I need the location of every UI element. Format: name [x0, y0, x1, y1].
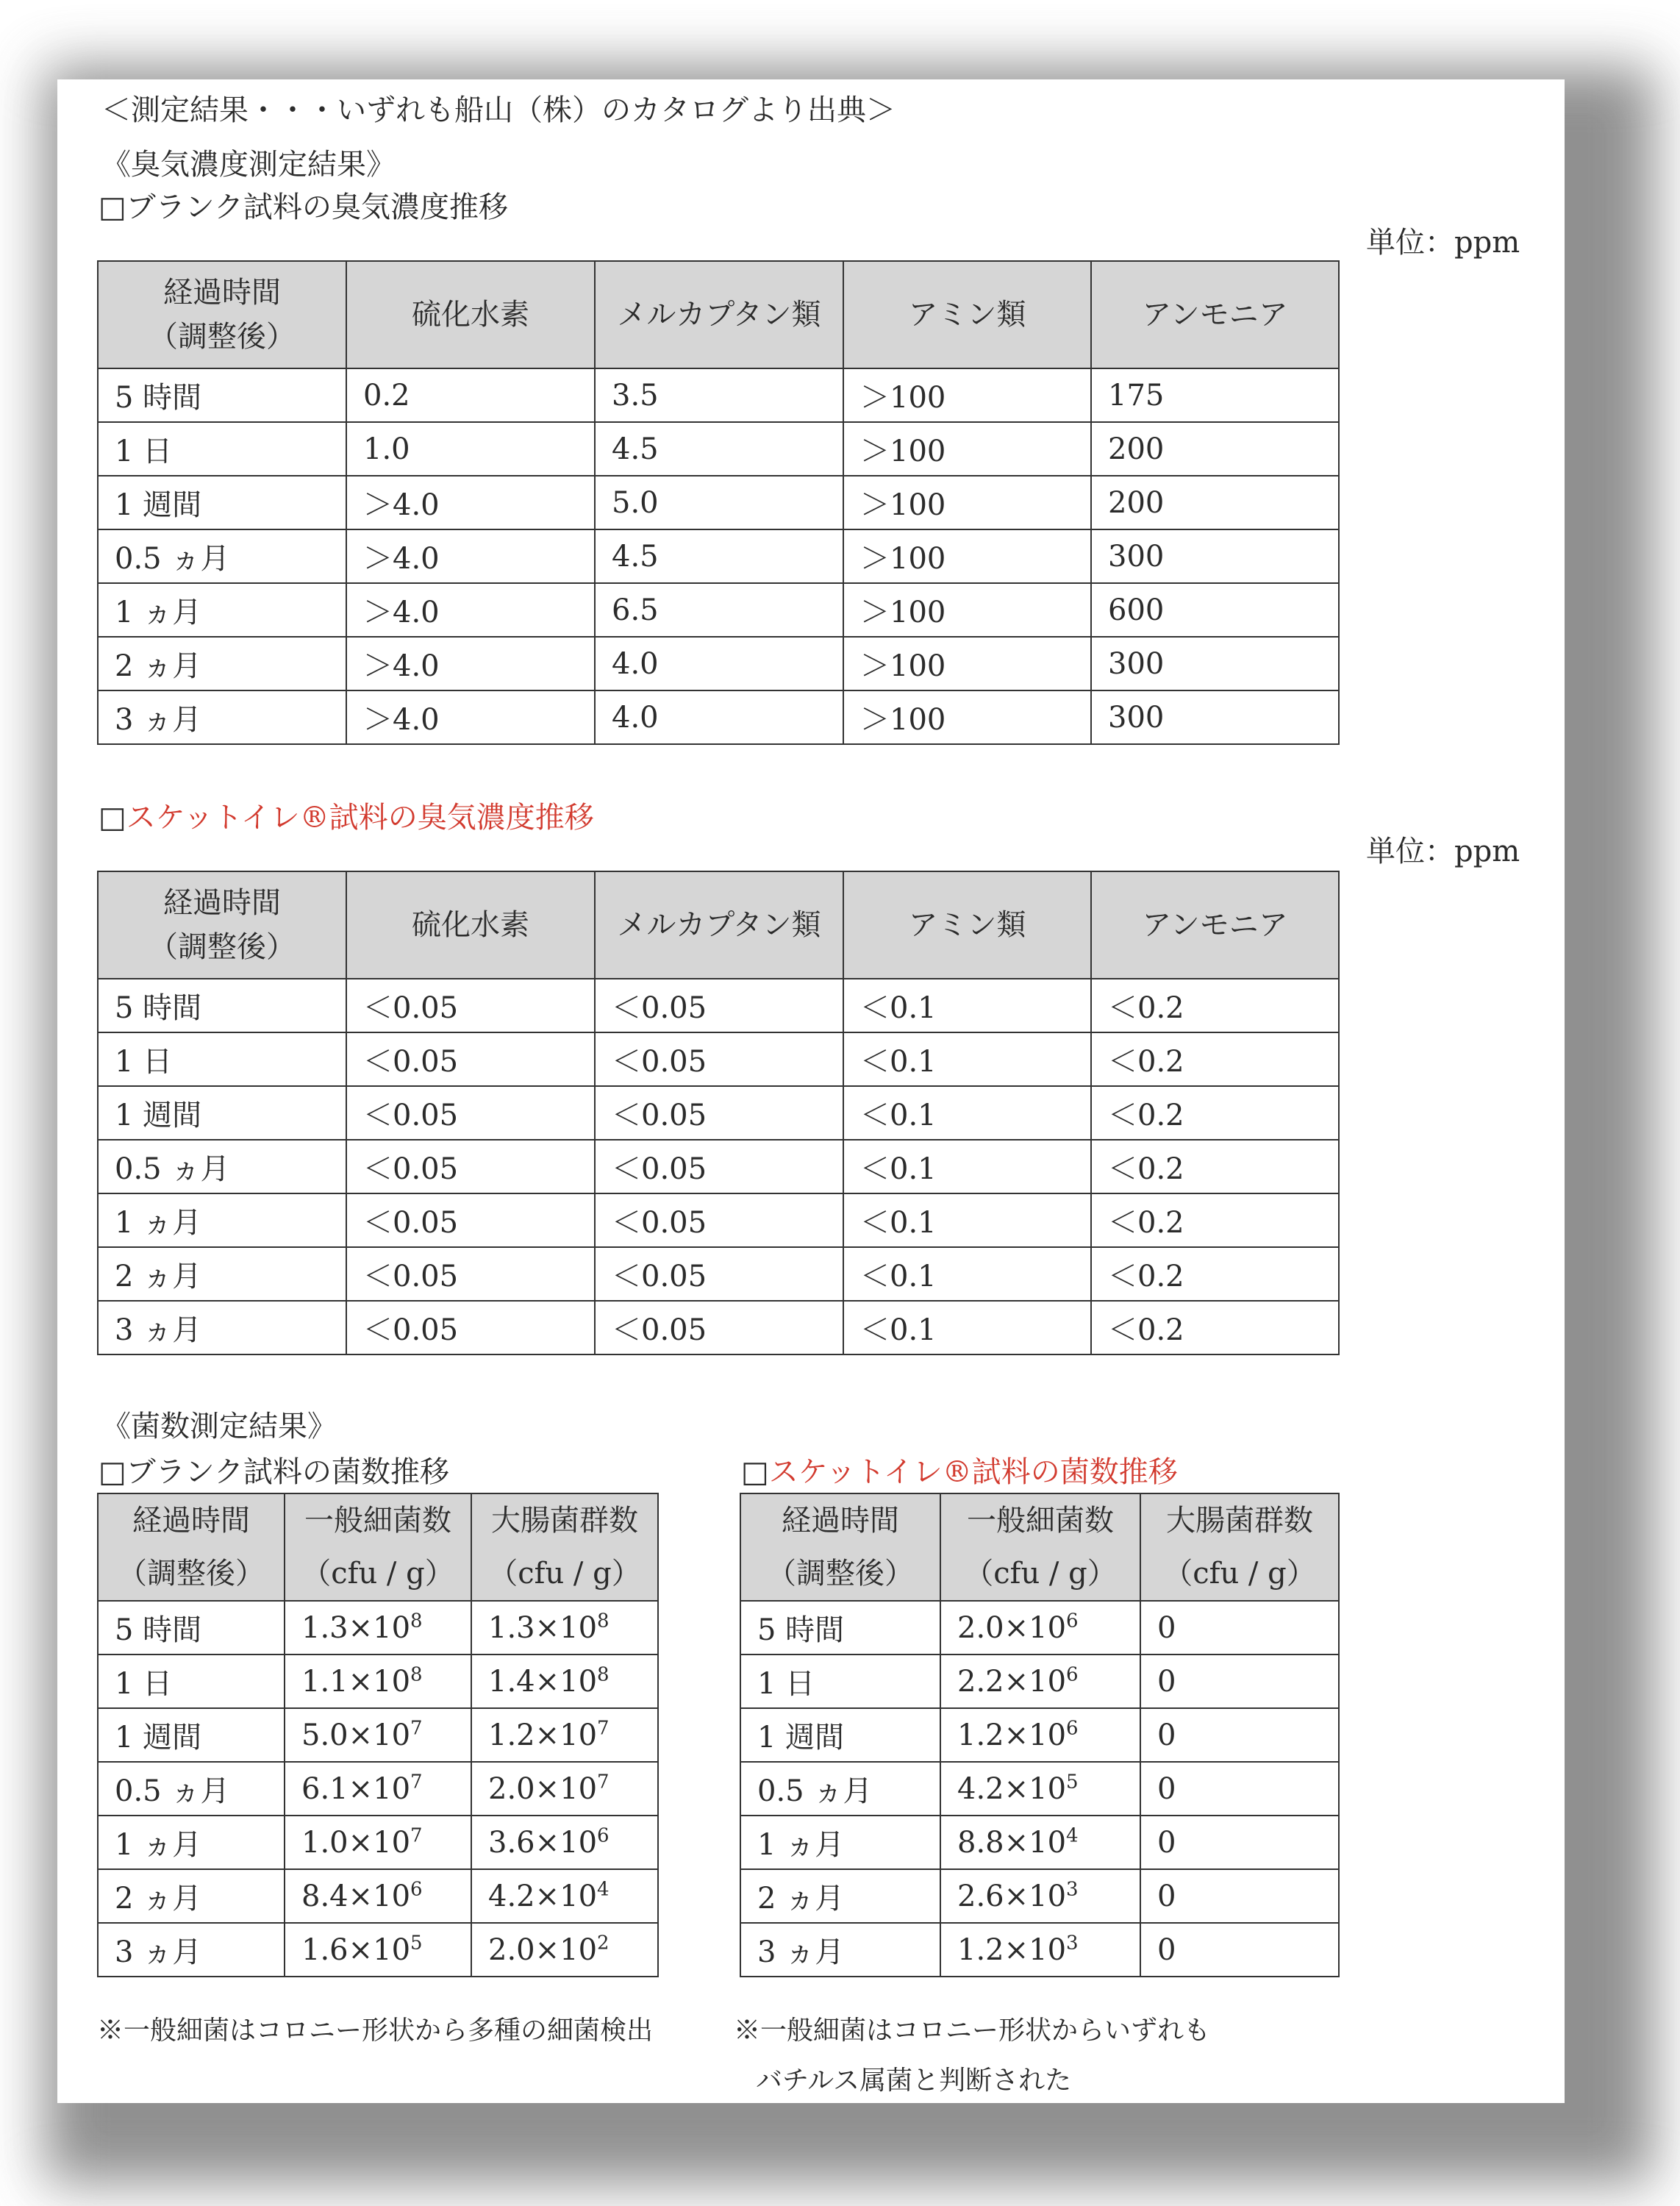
odor-sample-title: □スケットイレ®試料の臭気濃度推移 — [99, 801, 594, 835]
table-row — [740, 1762, 1339, 1816]
table-cell: $2.6\times 10^3$ — [940, 1869, 1140, 1923]
table-cell: ＜0.2 — [1091, 979, 1339, 1032]
table-cell: ＞100 — [843, 583, 1091, 637]
document-page — [57, 79, 1565, 2103]
table-cell: 3 ヵ月 — [98, 690, 346, 744]
table-cell: $1.4\times 10^8$ — [471, 1654, 658, 1708]
table-cell: ＜0.1 — [843, 979, 1091, 1032]
table-cell: $6.1\times 10^7$ — [285, 1762, 471, 1816]
table-cell: $1.3\times 10^8$ — [471, 1601, 658, 1654]
table-cell: 175 — [1091, 368, 1339, 422]
table-row — [98, 1923, 658, 1977]
table-row — [98, 979, 1339, 1032]
column-header-coliform: 大腸菌群数 （cfu / g） — [1140, 1493, 1339, 1601]
table-cell: ＜0.2 — [1091, 1032, 1339, 1086]
table-row — [98, 1601, 658, 1654]
table-cell: ＞100 — [843, 637, 1091, 690]
table-cell: 200 — [1091, 422, 1339, 476]
table-cell: 4.0 — [595, 690, 843, 744]
column-header-elapsed: 経過時間 （調整後） — [98, 261, 346, 368]
column-header-elapsed: 経過時間 （調整後） — [98, 871, 346, 979]
table-row — [98, 1247, 1339, 1301]
table-cell: 300 — [1091, 637, 1339, 690]
table-cell: 0 — [1140, 1708, 1339, 1762]
table-cell: ＞100 — [843, 690, 1091, 744]
table-row — [98, 1869, 658, 1923]
exponent: 7 — [597, 1717, 610, 1740]
table-cell: 5 時間 — [98, 979, 346, 1032]
odor-blank-unit: 単位：ppm — [1366, 226, 1520, 260]
exponent: 7 — [410, 1717, 423, 1740]
column-header-h2s: 硫化水素 — [346, 871, 595, 979]
table-cell: 5 時間 — [98, 1601, 285, 1654]
odor-blank-table — [97, 260, 1340, 745]
table-cell: $3.6\times 10^6$ — [471, 1816, 658, 1869]
table-cell: 1 週間 — [740, 1708, 940, 1762]
table-cell: ＞4.0 — [346, 529, 595, 583]
table-cell: ＜0.1 — [843, 1193, 1091, 1247]
table-cell: 6.5 — [595, 583, 843, 637]
table-cell: ＜0.1 — [843, 1140, 1091, 1193]
table-cell: 1 日 — [98, 1654, 285, 1708]
table-cell: ＜0.05 — [346, 1193, 595, 1247]
column-header-coliform: 大腸菌群数 （cfu / g） — [471, 1493, 658, 1601]
table-cell: 0 — [1140, 1601, 1339, 1654]
table-cell: ＞100 — [843, 422, 1091, 476]
exponent: 5 — [1066, 1771, 1079, 1793]
bact-blank-title: □ブランク試料の菌数推移 — [99, 1455, 449, 1489]
table-row — [98, 1708, 658, 1762]
table-row — [740, 1923, 1339, 1977]
column-header-h2s: 硫化水素 — [346, 261, 595, 368]
table-cell: 0 — [1140, 1923, 1339, 1977]
table-cell: 1.0 — [346, 422, 595, 476]
table-cell: 0.5 ヵ月 — [98, 1140, 346, 1193]
table-cell: 3.5 — [595, 368, 843, 422]
table-cell: 1 日 — [98, 1032, 346, 1086]
table-cell: ＞4.0 — [346, 637, 595, 690]
column-header-general-bacteria: 一般細菌数 （cfu / g） — [285, 1493, 471, 1601]
table-row — [740, 1708, 1339, 1762]
exponent: 7 — [410, 1824, 423, 1847]
table-cell: ＜0.1 — [843, 1086, 1091, 1140]
table-cell: 1 ヵ月 — [98, 583, 346, 637]
table-cell: 1 ヵ月 — [740, 1816, 940, 1869]
exponent: 3 — [1066, 1878, 1079, 1901]
exponent: 5 — [410, 1932, 423, 1955]
table-cell: 0.5 ヵ月 — [98, 529, 346, 583]
table-cell: $4.2\times 10^4$ — [471, 1869, 658, 1923]
table-row — [98, 637, 1339, 690]
exponent: 2 — [597, 1932, 610, 1955]
table-cell: 1 日 — [98, 422, 346, 476]
table-row — [98, 690, 1339, 744]
table-cell: ＜0.05 — [595, 1301, 843, 1354]
exponent: 8 — [597, 1610, 610, 1632]
bact-blank-table — [97, 1493, 659, 1977]
table-cell: ＞4.0 — [346, 476, 595, 529]
table-cell: $2.0\times 10^7$ — [471, 1762, 658, 1816]
column-header-amines: アミン類 — [843, 871, 1091, 979]
table-cell: 3 ヵ月 — [98, 1923, 285, 1977]
table-row — [98, 1654, 658, 1708]
table-cell: ＜0.05 — [346, 979, 595, 1032]
table-cell: 1 ヵ月 — [98, 1193, 346, 1247]
table-cell: 3 ヵ月 — [98, 1301, 346, 1354]
bact-sample-table — [740, 1493, 1340, 1977]
table-cell: 0 — [1140, 1762, 1339, 1816]
exponent: 6 — [410, 1878, 423, 1901]
table-cell: ＜0.05 — [346, 1032, 595, 1086]
column-header-elapsed: 経過時間 （調整後） — [740, 1493, 940, 1601]
table-row — [98, 1301, 1339, 1354]
table-row — [98, 1193, 1339, 1247]
table-cell: ＞100 — [843, 476, 1091, 529]
table-cell: 2 ヵ月 — [740, 1869, 940, 1923]
table-cell: $4.2\times 10^5$ — [940, 1762, 1140, 1816]
table-cell: ＞4.0 — [346, 583, 595, 637]
table-cell: 5.0 — [595, 476, 843, 529]
table-row — [98, 1032, 1339, 1086]
table-cell: 0.5 ヵ月 — [98, 1762, 285, 1816]
bact-sample-note-line1: ※一般細菌はコロニー形状からいずれも — [734, 2016, 1211, 2046]
bacteria-section-title: 《菌数測定結果》 — [101, 1410, 337, 1443]
table-row — [98, 1816, 658, 1869]
source-line: ＜測定結果・・・いずれも船山（株）のカタログより出典＞ — [101, 93, 896, 127]
table-cell: ＜0.05 — [346, 1086, 595, 1140]
table-cell: ＜0.05 — [346, 1140, 595, 1193]
table-row — [98, 1086, 1339, 1140]
table-row — [98, 1140, 1339, 1193]
exponent: 6 — [1066, 1717, 1079, 1740]
odor-section-title: 《臭気濃度測定結果》 — [101, 148, 396, 182]
table-row — [98, 1762, 658, 1816]
table-cell: ＜0.05 — [346, 1301, 595, 1354]
exponent: 4 — [1066, 1824, 1079, 1847]
table-row — [98, 476, 1339, 529]
exponent: 3 — [1066, 1932, 1079, 1955]
table-cell: ＜0.1 — [843, 1032, 1091, 1086]
table-cell: 1 週間 — [98, 1708, 285, 1762]
table-cell: 0.5 ヵ月 — [740, 1762, 940, 1816]
column-header-amines: アミン類 — [843, 261, 1091, 368]
table-cell: 300 — [1091, 690, 1339, 744]
table-cell: 0.2 — [346, 368, 595, 422]
exponent: 8 — [410, 1610, 423, 1632]
table-cell: $8.8\times 10^4$ — [940, 1816, 1140, 1869]
table-row — [98, 422, 1339, 476]
table-cell: 0 — [1140, 1816, 1339, 1869]
table-cell: $2.2\times 10^6$ — [940, 1654, 1140, 1708]
table-cell: 5 時間 — [740, 1601, 940, 1654]
column-header-mercaptans: メルカプタン類 — [595, 871, 843, 979]
table-cell: 1 日 — [740, 1654, 940, 1708]
table-cell: 0 — [1140, 1654, 1339, 1708]
exponent: 8 — [597, 1663, 610, 1686]
table-cell: 2 ヵ月 — [98, 1869, 285, 1923]
exponent: 6 — [597, 1824, 610, 1847]
table-cell: $1.2\times 10^7$ — [471, 1708, 658, 1762]
exponent: 8 — [410, 1663, 423, 1686]
column-header-ammonia: アンモニア — [1091, 261, 1339, 368]
column-header-mercaptans: メルカプタン類 — [595, 261, 843, 368]
table-cell: $8.4\times 10^6$ — [285, 1869, 471, 1923]
table-cell: ＜0.2 — [1091, 1193, 1339, 1247]
odor-sample-unit: 単位：ppm — [1366, 835, 1520, 868]
table-cell: ＜0.05 — [346, 1247, 595, 1301]
table-cell: 1 週間 — [98, 476, 346, 529]
table-cell: ＜0.05 — [595, 979, 843, 1032]
table-row — [740, 1601, 1339, 1654]
table-cell: $1.3\times 10^8$ — [285, 1601, 471, 1654]
table-row — [98, 368, 1339, 422]
exponent: 7 — [410, 1771, 423, 1793]
exponent: 7 — [597, 1771, 610, 1793]
table-cell: ＜0.1 — [843, 1301, 1091, 1354]
table-cell: 300 — [1091, 529, 1339, 583]
column-header-ammonia: アンモニア — [1091, 871, 1339, 979]
table-cell: ＞100 — [843, 368, 1091, 422]
table-cell: 600 — [1091, 583, 1339, 637]
table-cell: ＜0.05 — [595, 1247, 843, 1301]
table-row — [98, 583, 1339, 637]
table-cell: 1 週間 — [98, 1086, 346, 1140]
column-header-general-bacteria: 一般細菌数 （cfu / g） — [940, 1493, 1140, 1601]
table-cell: ＜0.05 — [595, 1193, 843, 1247]
table-cell: 3 ヵ月 — [740, 1923, 940, 1977]
table-row — [740, 1816, 1339, 1869]
exponent: 4 — [597, 1878, 610, 1901]
table-cell: 4.5 — [595, 529, 843, 583]
column-header-elapsed: 経過時間 （調整後） — [98, 1493, 285, 1601]
table-cell: 200 — [1091, 476, 1339, 529]
exponent: 6 — [1066, 1663, 1079, 1686]
table-cell: ＜0.2 — [1091, 1140, 1339, 1193]
table-cell: ＞4.0 — [346, 690, 595, 744]
table-cell: $2.0\times 10^2$ — [471, 1923, 658, 1977]
bact-sample-title: □スケットイレ®試料の菌数推移 — [741, 1455, 1178, 1489]
table-cell: $5.0\times 10^7$ — [285, 1708, 471, 1762]
table-cell: ＜0.2 — [1091, 1086, 1339, 1140]
table-cell: 1 ヵ月 — [98, 1816, 285, 1869]
table-cell: ＜0.2 — [1091, 1301, 1339, 1354]
bact-sample-note-line2: バチルス属菌と判断された — [756, 2066, 1072, 2096]
table-cell: ＜0.2 — [1091, 1247, 1339, 1301]
table-cell: $1.1\times 10^8$ — [285, 1654, 471, 1708]
table-cell: ＜0.1 — [843, 1247, 1091, 1301]
table-row — [740, 1869, 1339, 1923]
odor-blank-title: □ブランク試料の臭気濃度推移 — [99, 190, 508, 224]
table-cell: $1.6\times 10^5$ — [285, 1923, 471, 1977]
table-cell: 2 ヵ月 — [98, 1247, 346, 1301]
table-cell: ＜0.05 — [595, 1140, 843, 1193]
table-cell: $2.0\times 10^6$ — [940, 1601, 1140, 1654]
table-cell: 5 時間 — [98, 368, 346, 422]
table-row — [98, 529, 1339, 583]
table-cell: $1.2\times 10^3$ — [940, 1923, 1140, 1977]
odor-sample-table — [97, 871, 1340, 1355]
table-cell: 0 — [1140, 1869, 1339, 1923]
table-cell: $1.0\times 10^7$ — [285, 1816, 471, 1869]
table-row — [740, 1654, 1339, 1708]
table-cell: 4.0 — [595, 637, 843, 690]
table-cell: ＜0.05 — [595, 1086, 843, 1140]
table-cell: 2 ヵ月 — [98, 637, 346, 690]
table-cell: $1.2\times 10^6$ — [940, 1708, 1140, 1762]
exponent: 6 — [1066, 1610, 1079, 1632]
bact-blank-note: ※一般細菌はコロニー形状から多種の細菌検出 — [97, 2016, 654, 2046]
table-cell: ＞100 — [843, 529, 1091, 583]
table-cell: ＜0.05 — [595, 1032, 843, 1086]
table-cell: 4.5 — [595, 422, 843, 476]
